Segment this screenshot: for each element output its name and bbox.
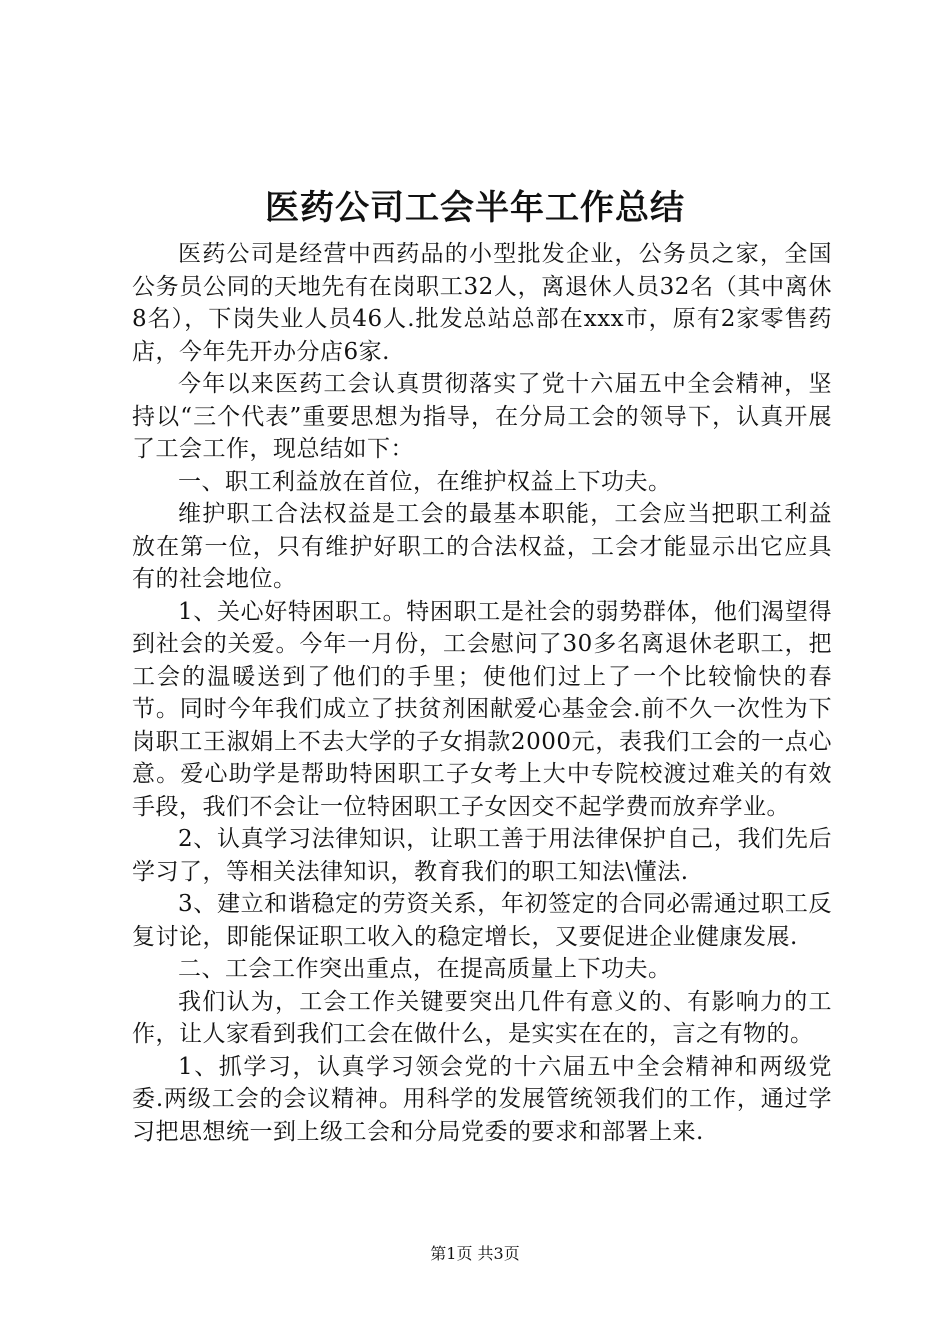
paragraph-8: 1、抓学习，认真学习领会党的十六届五中全会精神和两级党委.两级工会的会议精神。用科学的发展管统领我们的工作，通过学习把思想统一到上级工会和分局党委的要求和部署上来. [132, 1053, 832, 1145]
paragraph-5: 2、认真学习法律知识，让职工善于用法律保护自己，我们先后学习了，等相关法律知识，教育我们的职工知法\懂法. [132, 826, 832, 885]
paragraph-1: 医药公司是经营中西药品的小型批发企业，公务员之家，全国公务员公同的天地先有在岗职工32人，离退休人员32名（其中离休8名），下岗失业人员46人.批发总站总部在xxx市，原有2家零售药店，今年先开办分店6家. [132, 241, 832, 365]
paragraph-3: 维护职工合法权益是工会的最基本职能，工会应当把职工利益放在第一位，只有维护好职工的合法权益，工会才能显示出它应具有的社会地位。 [132, 501, 832, 592]
section-heading-2: 二、工会工作突出重点，在提高质量上下功夫。 [178, 956, 672, 982]
paragraph-7: 我们认为，工会工作关键要突出几件有意义的、有影响力的工作，让人家看到我们工会在做什么，是实实在在的，言之有物的。 [132, 988, 832, 1047]
document-body [132, 238, 832, 1148]
section-heading-1: 一、职工利益放在首位，在维护权益上下功夫。 [178, 468, 672, 495]
document-title: 医药公司工会半年工作总结 [265, 188, 685, 228]
page-footer: 第1页 共3页 [430, 1244, 520, 1263]
paragraph-4: 1、关心好特困职工。特困职工是社会的弱势群体，他们渴望得到社会的关爱。今年一月份，工会慰问了30多名离退休老职工，把工会的温暖送到了他们的手里；使他们过上了一个比较愉快的春节。同时今年我们成立了扶贫剂困献爱心基金会.前不久一次性为下岗职工王淑娟上不去大学的子女捐款2000元，表我们工会的一点心意。爱心助学是帮助特困职工子女考上大中专院校渡过难关的有效手段，我们不会让一位特困职工子女因交不起学费而放弃学业。 [132, 598, 832, 820]
paragraph-6: 3、建立和谐稳定的劳资关系，年初签定的合同必需通过职工反复讨论，即能保证职工收入的稳定增长，又要促进企业健康发展. [132, 891, 832, 950]
paragraph-2: 今年以来医药工会认真贯彻落实了党十六届五中全会精神，坚持以“三个代表”重要思想为指导，在分局工会的领导下，认真开展了工会工作，现总结如下： [132, 371, 832, 462]
